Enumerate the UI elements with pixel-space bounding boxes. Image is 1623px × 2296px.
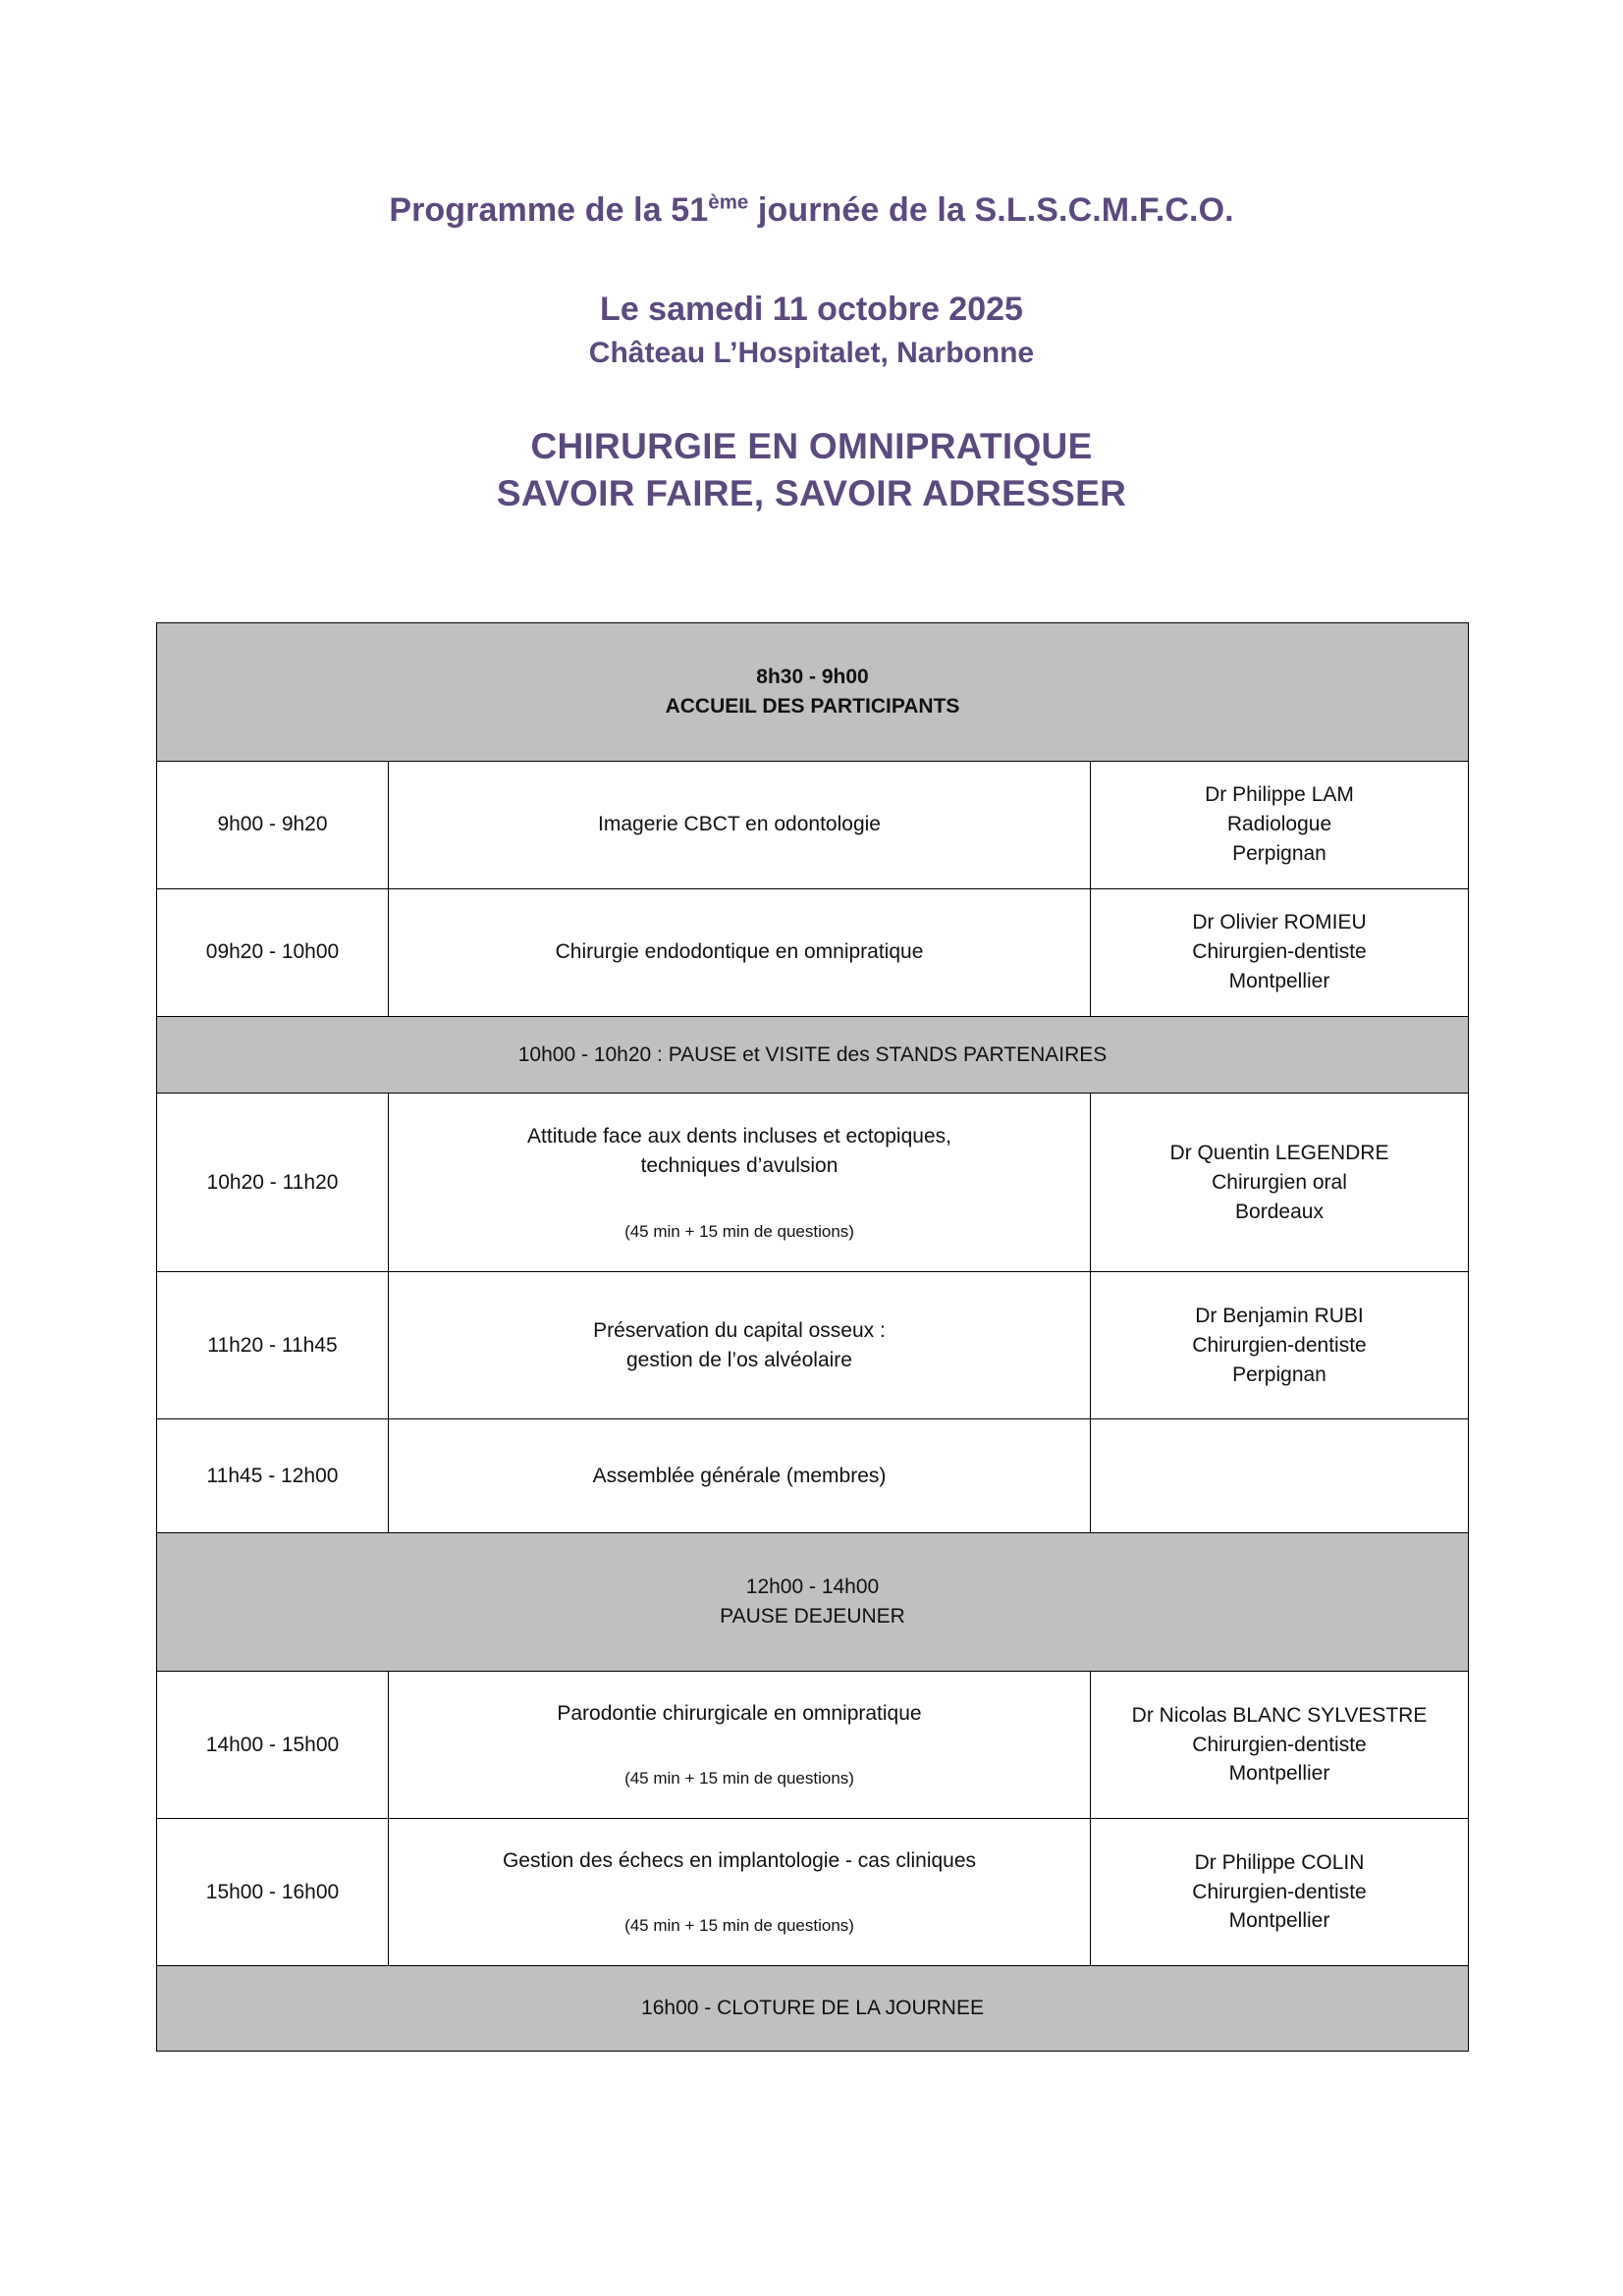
welcome-banner-cell — [157, 623, 1469, 762]
session-topic-text — [389, 1452, 1090, 1501]
session-time-text: 11h45 - 12h00 — [206, 1465, 339, 1488]
session-duration-note: (45 min + 15 min de questions) — [624, 1916, 854, 1936]
welcome-banner-label: ACCUEIL DES PARTICIPANTS — [665, 694, 960, 718]
session-topic-line-1: Parodontie chirurgicale en omnipratique — [557, 1701, 922, 1725]
session-topic-text — [389, 1837, 1090, 1949]
program-table-wrapper — [156, 622, 1468, 2052]
page-title — [0, 192, 1623, 229]
session-topic — [389, 1819, 1091, 1966]
session-time-text: 14h00 - 15h00 — [205, 1733, 340, 1756]
page-title-prefix: Programme de la 51 — [389, 191, 709, 229]
session-topic-text — [389, 928, 1090, 977]
page-title-ordinal-suffix: ème — [708, 191, 749, 214]
welcome-banner-time: 8h30 - 9h00 — [756, 666, 869, 688]
session-topic-text — [389, 1689, 1090, 1801]
event-theme — [0, 423, 1623, 517]
session-topic-line-1: Assemblée générale (membres) — [592, 1465, 887, 1488]
session-topic-text — [389, 1112, 1090, 1254]
event-venue: Château L’Hospitalet, Narbonne — [588, 336, 1035, 369]
speaker-role: Chirurgien-dentiste — [1192, 1334, 1367, 1358]
table-row — [157, 888, 1469, 1016]
session-topic-line-2: gestion de l’os alvéolaire — [626, 1348, 852, 1371]
speaker-role: Chirurgien-dentiste — [1192, 940, 1367, 964]
table-row — [157, 1016, 1469, 1094]
session-speaker-empty — [1091, 1419, 1469, 1533]
session-time-text: 10h20 - 11h20 — [206, 1171, 339, 1195]
speaker-city: Montpellier — [1228, 1909, 1330, 1933]
session-speaker-text — [1091, 1129, 1468, 1236]
speaker-city: Montpellier — [1228, 1762, 1330, 1786]
table-row — [157, 1966, 1469, 2052]
lunch-banner-time: 12h00 - 14h00 — [745, 1575, 880, 1599]
speaker-role: Chirurgien-dentiste — [1192, 1733, 1367, 1756]
table-row — [157, 1819, 1469, 1966]
session-time — [157, 1672, 389, 1819]
event-date: Le samedi 11 octobre 2025 — [600, 291, 1023, 329]
session-speaker-text — [1091, 1839, 1468, 1946]
table-row — [157, 1419, 1469, 1533]
table-row — [157, 1672, 1469, 1819]
session-speaker — [1091, 1094, 1469, 1272]
speaker-name: Dr Benjamin RUBI — [1195, 1305, 1364, 1328]
session-speaker — [1091, 761, 1469, 888]
speaker-name: Dr Philippe LAM — [1205, 783, 1354, 807]
event-theme-line-2: SAVOIR FAIRE, SAVOIR ADRESSER — [496, 472, 1127, 513]
session-topic-line-1: Gestion des échecs en implantologie - cas cliniques — [502, 1848, 977, 1872]
session-speaker-text — [1091, 1691, 1468, 1798]
session-duration-note: (45 min + 15 min de questions) — [624, 1221, 854, 1241]
speaker-city: Montpellier — [1228, 970, 1330, 993]
document-header — [0, 0, 1623, 517]
session-topic-line-1: Chirurgie endodontique en omnipratique — [555, 940, 924, 964]
session-speaker — [1091, 1272, 1469, 1419]
session-time — [157, 888, 389, 1016]
speaker-role: Chirurgien-dentiste — [1192, 1880, 1367, 1903]
session-topic-line-1: Imagerie CBCT en odontologie — [598, 813, 881, 836]
lunch-banner-label: PAUSE DEJEUNER — [720, 1605, 905, 1629]
session-time — [157, 1272, 389, 1419]
session-speaker-text — [1091, 1292, 1468, 1399]
session-topic-text — [389, 1307, 1090, 1385]
speaker-role: Radiologue — [1226, 813, 1332, 836]
speaker-name: Dr Philippe COLIN — [1194, 1850, 1365, 1874]
page-title-suffix: journée de la S.L.S.C.M.F.C.O. — [748, 191, 1234, 229]
speaker-city: Perpignan — [1232, 1362, 1326, 1386]
session-time — [157, 1094, 389, 1272]
session-speaker-text — [1091, 771, 1468, 878]
pause-banner-label: 10h00 - 10h20 : PAUSE et VISITE des STANDS PARTENAIRES — [517, 1042, 1108, 1066]
closing-banner-label: 16h00 - CLOTURE DE LA JOURNEE — [641, 1997, 984, 2020]
table-row — [157, 761, 1469, 888]
session-speaker-text — [1091, 898, 1468, 1005]
session-topic — [389, 1094, 1091, 1272]
lunch-banner-inner — [157, 1533, 1468, 1671]
program-table — [156, 622, 1469, 2052]
session-time-text: 9h00 - 9h20 — [217, 813, 328, 836]
session-time — [157, 1419, 389, 1533]
welcome-banner-inner — [157, 623, 1468, 761]
speaker-role: Chirurgien oral — [1212, 1171, 1347, 1195]
closing-banner-inner — [157, 1966, 1468, 2051]
speaker-city: Bordeaux — [1235, 1200, 1324, 1223]
session-time — [157, 1819, 389, 1966]
session-topic — [389, 1419, 1091, 1533]
session-topic-line-1: Attitude face aux dents incluses et ectopiques, — [527, 1125, 951, 1148]
session-topic-line-2: techniques d’avulsion — [640, 1153, 839, 1177]
session-time-text: 09h20 - 10h00 — [205, 940, 340, 964]
pause-banner-cell — [157, 1016, 1469, 1094]
speaker-city: Perpignan — [1232, 842, 1326, 866]
session-topic — [389, 1672, 1091, 1819]
session-time-text: 15h00 - 16h00 — [205, 1880, 340, 1903]
session-topic — [389, 888, 1091, 1016]
session-topic — [389, 1272, 1091, 1419]
table-row — [157, 1533, 1469, 1672]
session-speaker — [1091, 1819, 1469, 1966]
session-speaker — [1091, 888, 1469, 1016]
table-row — [157, 1094, 1469, 1272]
table-row — [157, 623, 1469, 762]
speaker-name: Dr Quentin LEGENDRE — [1169, 1142, 1389, 1165]
session-topic-text — [389, 800, 1090, 849]
session-time — [157, 761, 389, 888]
session-speaker-text — [1091, 1467, 1468, 1486]
speaker-name: Dr Olivier ROMIEU — [1192, 911, 1367, 934]
closing-banner-cell — [157, 1966, 1469, 2052]
session-time-text: 11h20 - 11h45 — [207, 1334, 338, 1358]
session-duration-note: (45 min + 15 min de questions) — [624, 1769, 854, 1789]
speaker-name: Dr Nicolas BLANC SYLVESTRE — [1131, 1703, 1428, 1727]
lunch-banner-cell — [157, 1533, 1469, 1672]
session-speaker — [1091, 1672, 1469, 1819]
event-theme-line-1: CHIRURGIE EN OMNIPRATIQUE — [530, 425, 1093, 466]
table-row — [157, 1272, 1469, 1419]
session-topic — [389, 761, 1091, 888]
session-topic-line-1: Préservation du capital osseux : — [593, 1319, 886, 1343]
pause-banner-inner — [157, 1017, 1468, 1094]
